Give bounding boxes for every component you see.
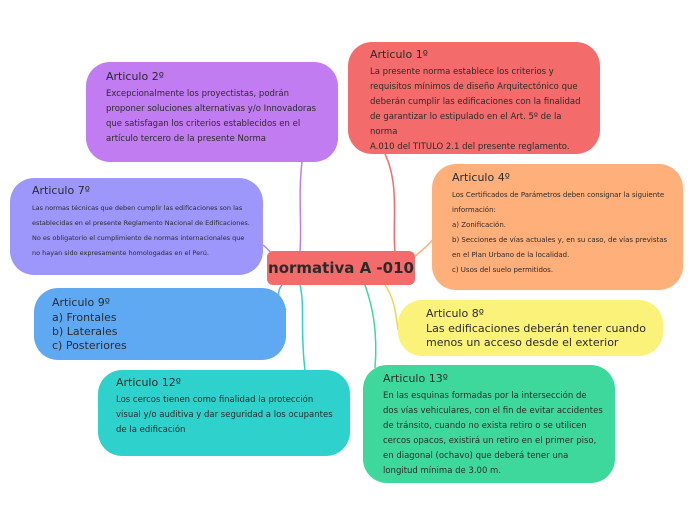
node-title: Articulo 9º xyxy=(52,296,110,309)
central-topic[interactable]: normativa A -010 xyxy=(267,251,415,285)
node-articulo-4[interactable] xyxy=(432,164,683,290)
node-articulo-8[interactable] xyxy=(398,300,663,356)
node-body: Los Certificados de Parámetros deben consignar la siguiente información: a) Zonificación. b) Secciones de vías actuales y, en su caso, de vías previstas en el Plan Urbano de la localidad. c) Usos del suelo permitidos. xyxy=(452,191,668,274)
node-title: Articulo 1º xyxy=(370,48,428,61)
link-art2 xyxy=(300,162,302,251)
node-body: La presente norma establece los criterios y requisitos mínimos de diseño Arquitectónico que deberán cumplir las edificaciones con la finalidad de garantizar lo estipulado en el Art. 5º de la norma A.010 del TITULO 2.1 del presente reglamento. xyxy=(370,67,581,152)
node-articulo-1[interactable] xyxy=(348,42,600,154)
node-body: Las edificaciones deberán tener cuando menos un acceso desde el exterior xyxy=(426,322,646,349)
node-title: Articulo 2º xyxy=(106,70,164,83)
node-title: Articulo 7º xyxy=(32,184,90,197)
link-art8 xyxy=(385,285,398,330)
node-title: Articulo 4º xyxy=(452,171,510,184)
node-body: Las normas técnicas que deben cumplir las edificaciones son las establecidas en el presente Reglamento Nacional de Edificaciones. No es obligatorio el cumplimiento de normas internacionales que no hayan sido expresamente homologadas en el Perú. xyxy=(32,204,250,257)
link-art1 xyxy=(385,154,395,251)
node-title: Articulo 13º xyxy=(383,372,448,385)
node-body: En las esquinas formadas por la intersección de dos vías vehiculares, con el fin de evitar accidentes de tránsito, cuando no exista retiro o se utilicen cercos opacos, existirá un retiro en el primer piso, en diagonal (ochavo) que deberá tener una longitud mínima de 3.00 m. xyxy=(383,391,603,476)
link-art12 xyxy=(300,285,305,370)
node-articulo-13[interactable] xyxy=(363,365,615,483)
node-body: a) Frontales b) Laterales c) Posteriores xyxy=(52,311,127,352)
link-art13 xyxy=(365,285,376,368)
node-articulo-12[interactable] xyxy=(98,370,350,456)
node-articulo-9[interactable] xyxy=(34,288,286,360)
node-body: Excepcionalmente los proyectistas, podrán proponer soluciones alternativas y/o Innovadoras que satisfagan los criterios establecidos en el artículo tercero de la presente Norma xyxy=(106,89,317,144)
node-articulo-2[interactable] xyxy=(86,62,338,162)
node-body: Los cercos tienen como finalidad la protección visual y/o auditiva y dar seguridad a los ocupantes de la edificación xyxy=(116,395,333,435)
node-articulo-7[interactable] xyxy=(10,178,263,275)
node-title: Articulo 12º xyxy=(116,376,181,389)
node-title: Articulo 8º xyxy=(426,307,484,320)
